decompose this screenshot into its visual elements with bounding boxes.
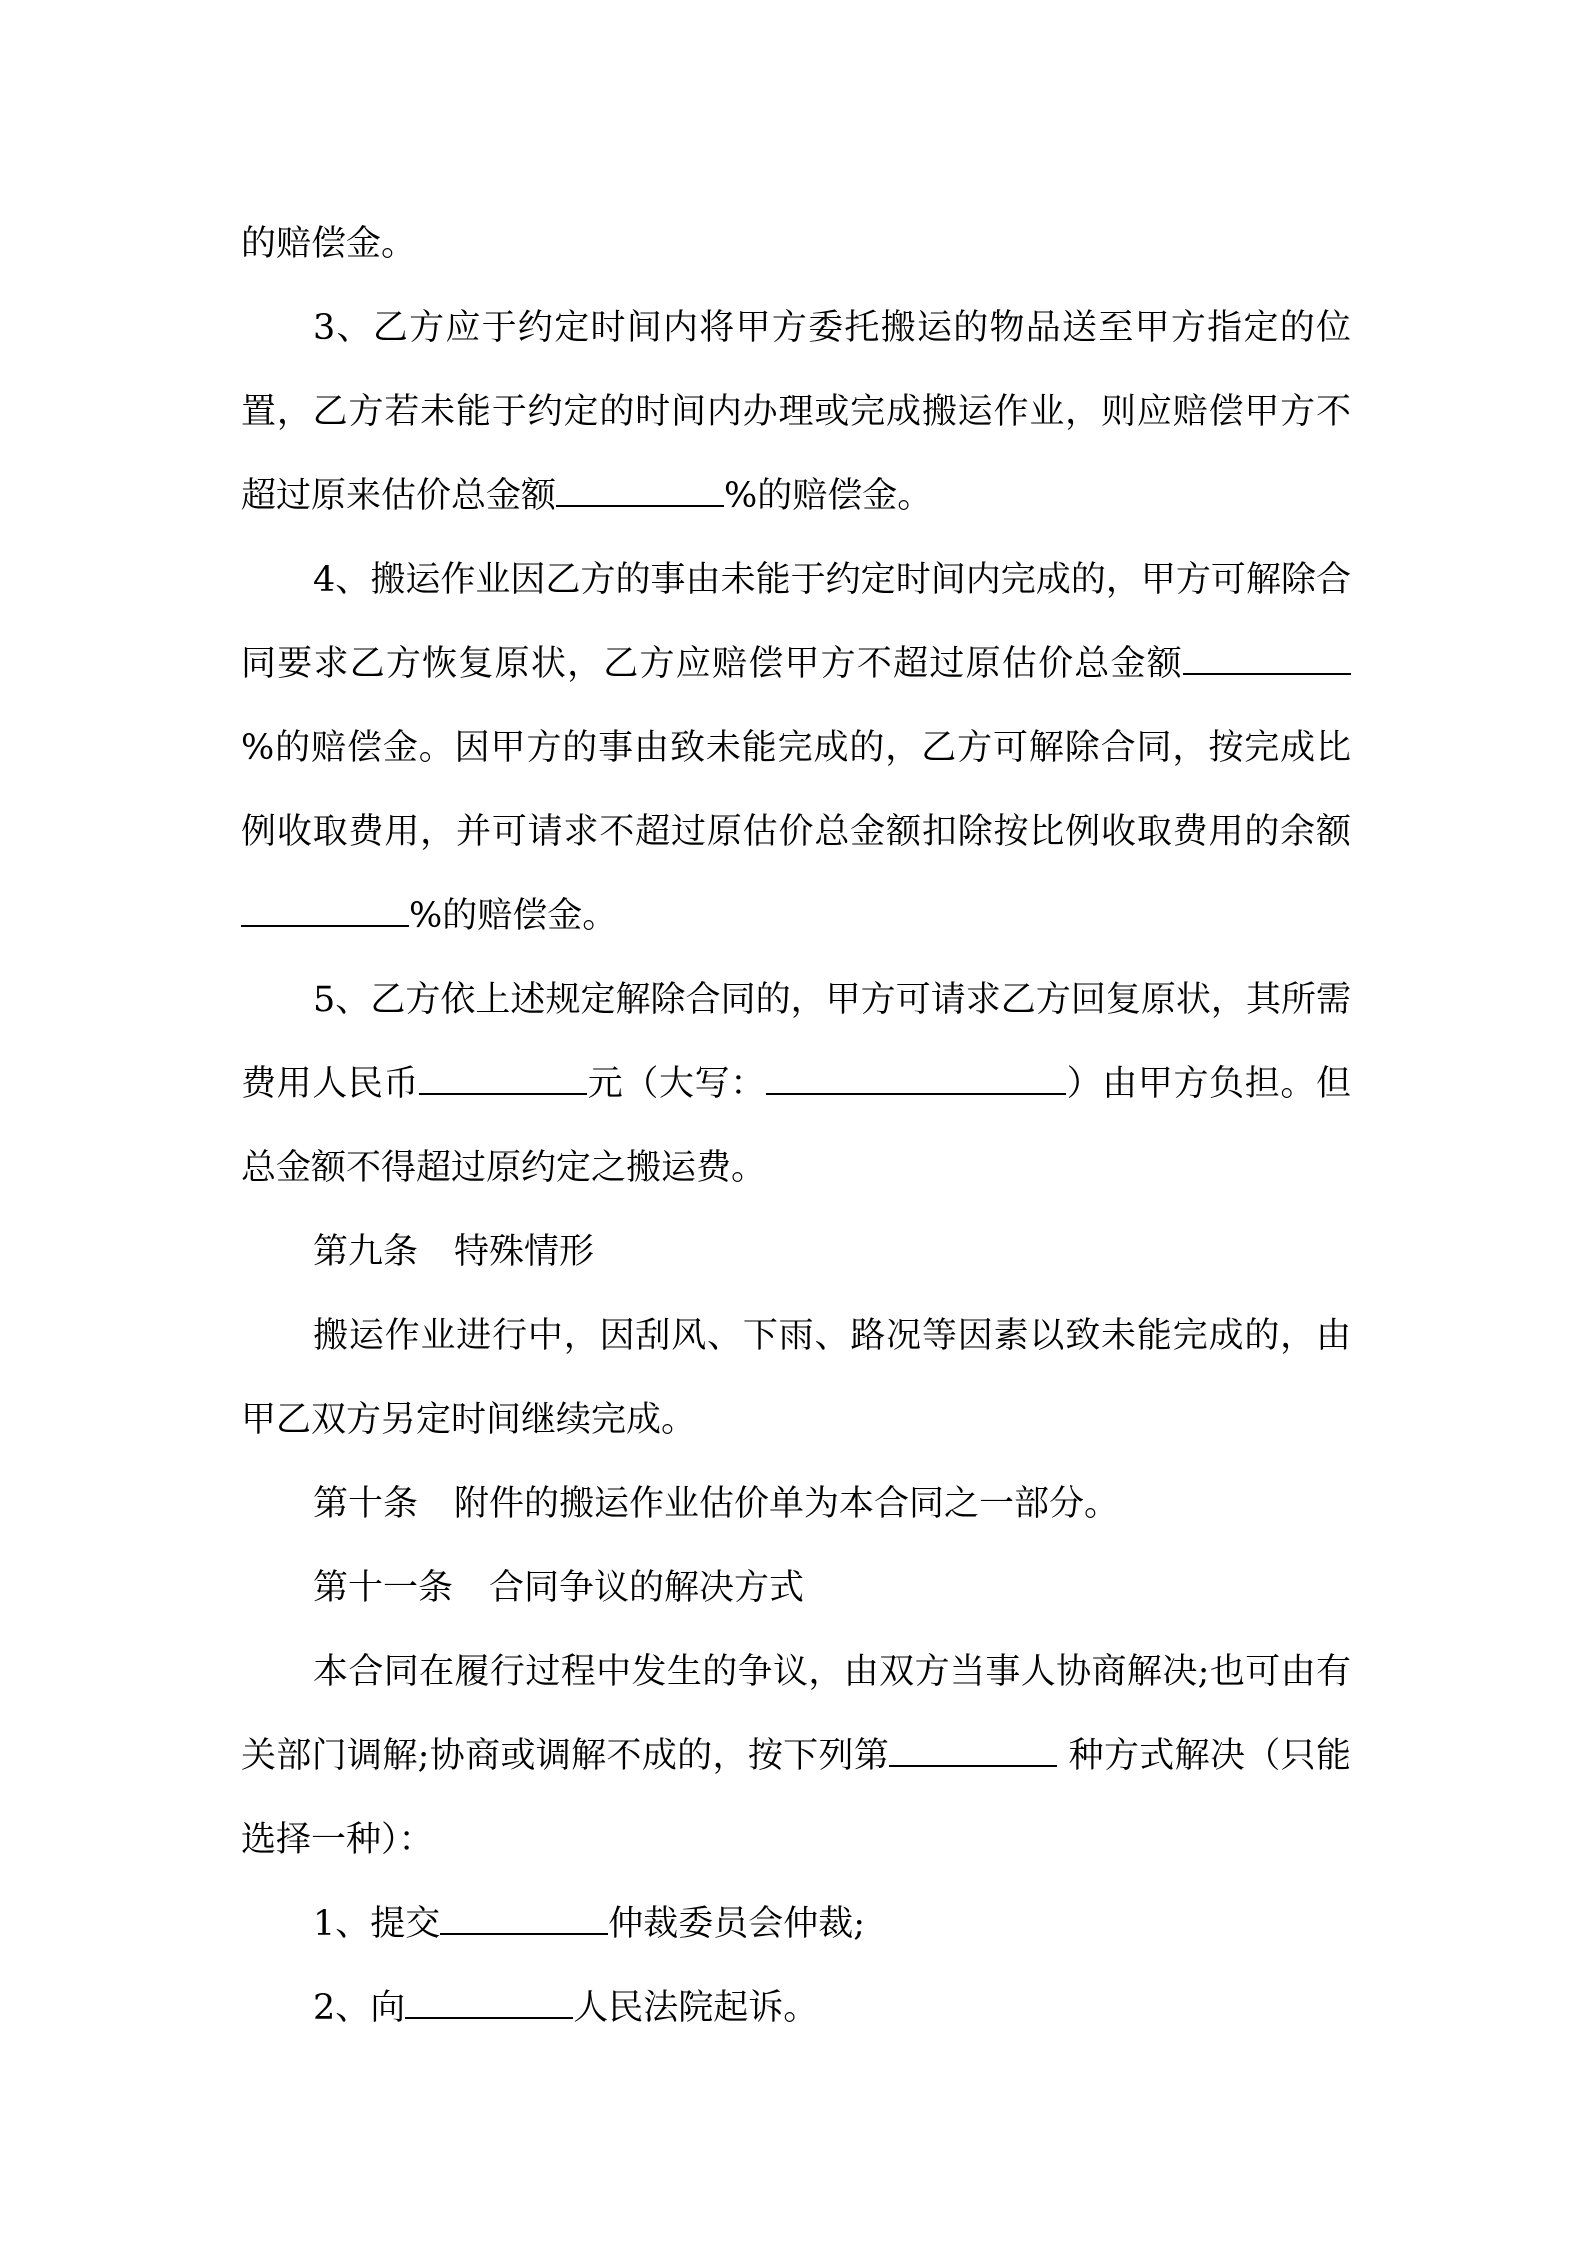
clause-4-text-c: %的赔偿金。 xyxy=(409,896,618,936)
article-title: 合同争议的解决方式 xyxy=(489,1568,805,1608)
article-11-heading xyxy=(241,1546,1351,1630)
clause-4 xyxy=(241,538,1351,958)
option-1 xyxy=(241,1882,1351,1966)
paragraph-text: 搬运作业进行中，因刮风、下雨、路况等因素以致未能完成的，由甲乙双方另定时间继续完成。 xyxy=(241,1316,1351,1440)
clause-4-text-a: 4、搬运作业因乙方的事由未能于约定时间内完成的，甲方可解除合同要求乙方恢复原状，乙方应赔偿甲方不超过原估价总金额 xyxy=(241,560,1351,684)
article-10 xyxy=(241,1462,1351,1546)
article-number: 第九条 xyxy=(313,1232,419,1272)
paragraph-text: 本合同在履行过程中发生的争议，由双方当事人协商解决;也可由有关部门调解;协商或调解不成的，按下列第 xyxy=(241,1652,1351,1776)
clause-3-text: 3、乙方应于约定时间内将甲方委托搬运的物品送至甲方指定的位置，乙方若未能于约定的时间内办理或完成搬运作业，则应赔偿甲方不超过原来估价总金额 xyxy=(241,308,1351,516)
fill-blank-court[interactable] xyxy=(405,1987,573,2019)
fill-blank-amount[interactable] xyxy=(419,1063,587,1095)
option-2 xyxy=(241,1966,1351,2050)
article-9-body xyxy=(241,1294,1351,1462)
clause-3-tail: %的赔偿金。 xyxy=(724,476,933,516)
clause-5 xyxy=(241,958,1351,1210)
article-title: 特殊情形 xyxy=(454,1232,595,1272)
fill-blank-percent[interactable] xyxy=(1183,643,1351,675)
paragraph-continuation xyxy=(241,202,1351,286)
fill-blank-percent[interactable] xyxy=(241,895,409,927)
article-text: 附件的搬运作业估价单为本合同之一部分。 xyxy=(454,1484,1120,1524)
option-text-b: 人民法院起诉。 xyxy=(573,1988,819,2028)
clause-5-text-a: 5、乙方依上述规定解除合同的，甲方可请求乙方回复原状，其所需费用人民币 xyxy=(241,980,1351,1104)
fill-blank-arbitration[interactable] xyxy=(440,1903,608,1935)
option-text-a: 1、提交 xyxy=(313,1904,441,1944)
option-text-b: 仲裁委员会仲裁; xyxy=(608,1904,866,1944)
article-11-body xyxy=(241,1630,1351,1882)
option-text-a: 2、向 xyxy=(313,1988,406,2028)
clause-5-text-b: 元（大写： xyxy=(587,1064,766,1104)
clause-5-text-c: ）由甲方负担。但总金额不得超过原约定之搬运费。 xyxy=(241,1064,1351,1188)
document-body xyxy=(241,202,1351,2050)
fill-blank-amount-words[interactable] xyxy=(766,1063,1066,1095)
article-number: 第十条 xyxy=(313,1484,419,1524)
article-number: 第十一条 xyxy=(313,1568,454,1608)
paragraph-text: 的赔偿金。 xyxy=(241,224,417,264)
fill-blank-option[interactable] xyxy=(889,1735,1057,1767)
article-9-heading xyxy=(241,1210,1351,1294)
fill-blank-percent[interactable] xyxy=(556,475,724,507)
clause-4-text-b: %的赔偿金。因甲方的事由致未能完成的，乙方可解除合同，按完成比例收取费用，并可请求不超过原估价总金额扣除按比例收取费用的余额 xyxy=(241,728,1351,852)
clause-3 xyxy=(241,286,1351,538)
paragraph-text: 种方式解决（只能选择一种）： xyxy=(241,1736,1351,1860)
